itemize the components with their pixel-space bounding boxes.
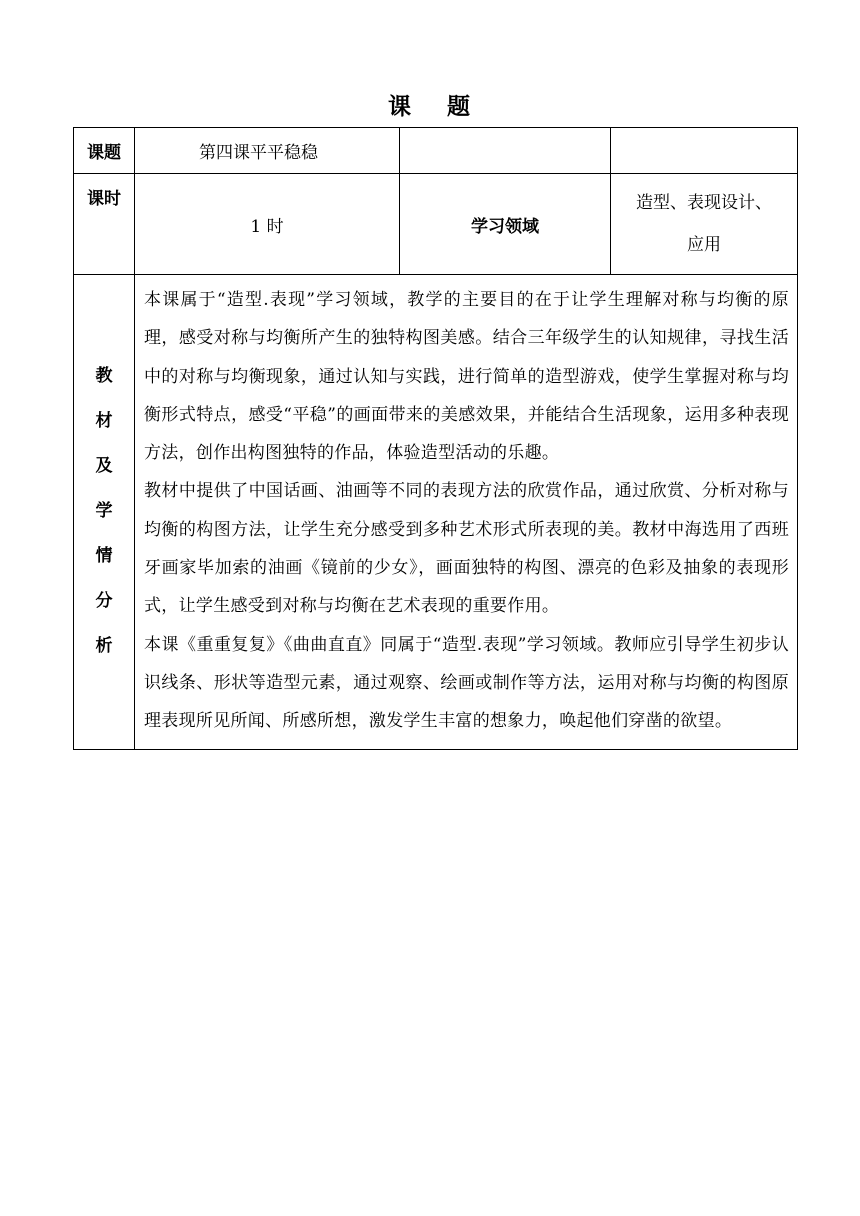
title-char-1: 课 (388, 94, 413, 120)
period-label: 课时 (74, 174, 135, 275)
analysis-label-char: 情 (95, 546, 113, 567)
analysis-label (74, 275, 135, 750)
row-analysis (74, 275, 798, 750)
analysis-content (135, 275, 798, 750)
row-period (74, 174, 798, 275)
analysis-paragraph-3: 本课《重重复复》《曲曲直直》同属于“造型.表现”学习领域。教师应引导学生初步认识线条、形状等造型元素，通过观察、绘画或制作等方法，运用对称与均衡的构图原理表现所见所闻、所感所想，激发学生丰富的想象力，唤起他们穿凿的欲望。 (144, 634, 789, 732)
topic-value: 第四课平平稳稳 (135, 128, 400, 174)
title-char-2: 题 (447, 94, 472, 120)
document-title (0, 88, 860, 121)
learning-domain-line-1: 造型、表现设计、 (636, 193, 772, 213)
topic-empty-cell-1 (400, 128, 611, 174)
analysis-label-char: 材 (95, 411, 113, 432)
topic-empty-cell-2 (611, 128, 798, 174)
analysis-paragraph-1: 本课属于“造型.表现”学习领域，教学的主要目的在于让学生理解对称与均衡的原理，感受对称与均衡所产生的独特构图美感。结合三年级学生的认知规律，寻找生活中的对称与均衡现象，通过认知与实践，进行简单的造型游戏，使学生掌握对称与均衡形式特点，感受“平稳”的画面带来的美感效果，并能结合生活现象，运用多种表现方法，创作出构图独特的作品，体验造型活动的乐趣。 (144, 290, 789, 464)
analysis-label-char: 及 (95, 456, 113, 477)
lesson-plan-table (73, 127, 798, 750)
analysis-label-char: 分 (95, 591, 113, 612)
analysis-label-char: 学 (95, 501, 113, 522)
learning-domain-label: 学习领域 (400, 174, 611, 275)
analysis-label-char: 教 (95, 366, 113, 387)
period-value: 1 时 (135, 174, 400, 275)
analysis-paragraph-2: 教材中提供了中国话画、油画等不同的表现方法的欣赏作品，通过欣赏、分析对称与均衡的构图方法，让学生充分感受到多种艺术形式所表现的美。教材中海选用了西班牙画家毕加索的油画《镜前的少女》，画面独特的构图、漂亮的色彩及抽象的表现形式，让学生感受到对称与均衡在艺术表现的重要作用。 (144, 481, 789, 617)
analysis-label-char: 析 (95, 636, 113, 657)
row-topic (74, 128, 798, 174)
topic-label: 课题 (74, 128, 135, 174)
learning-domain-line-2: 应用 (687, 235, 721, 255)
learning-domain-value (611, 174, 798, 275)
